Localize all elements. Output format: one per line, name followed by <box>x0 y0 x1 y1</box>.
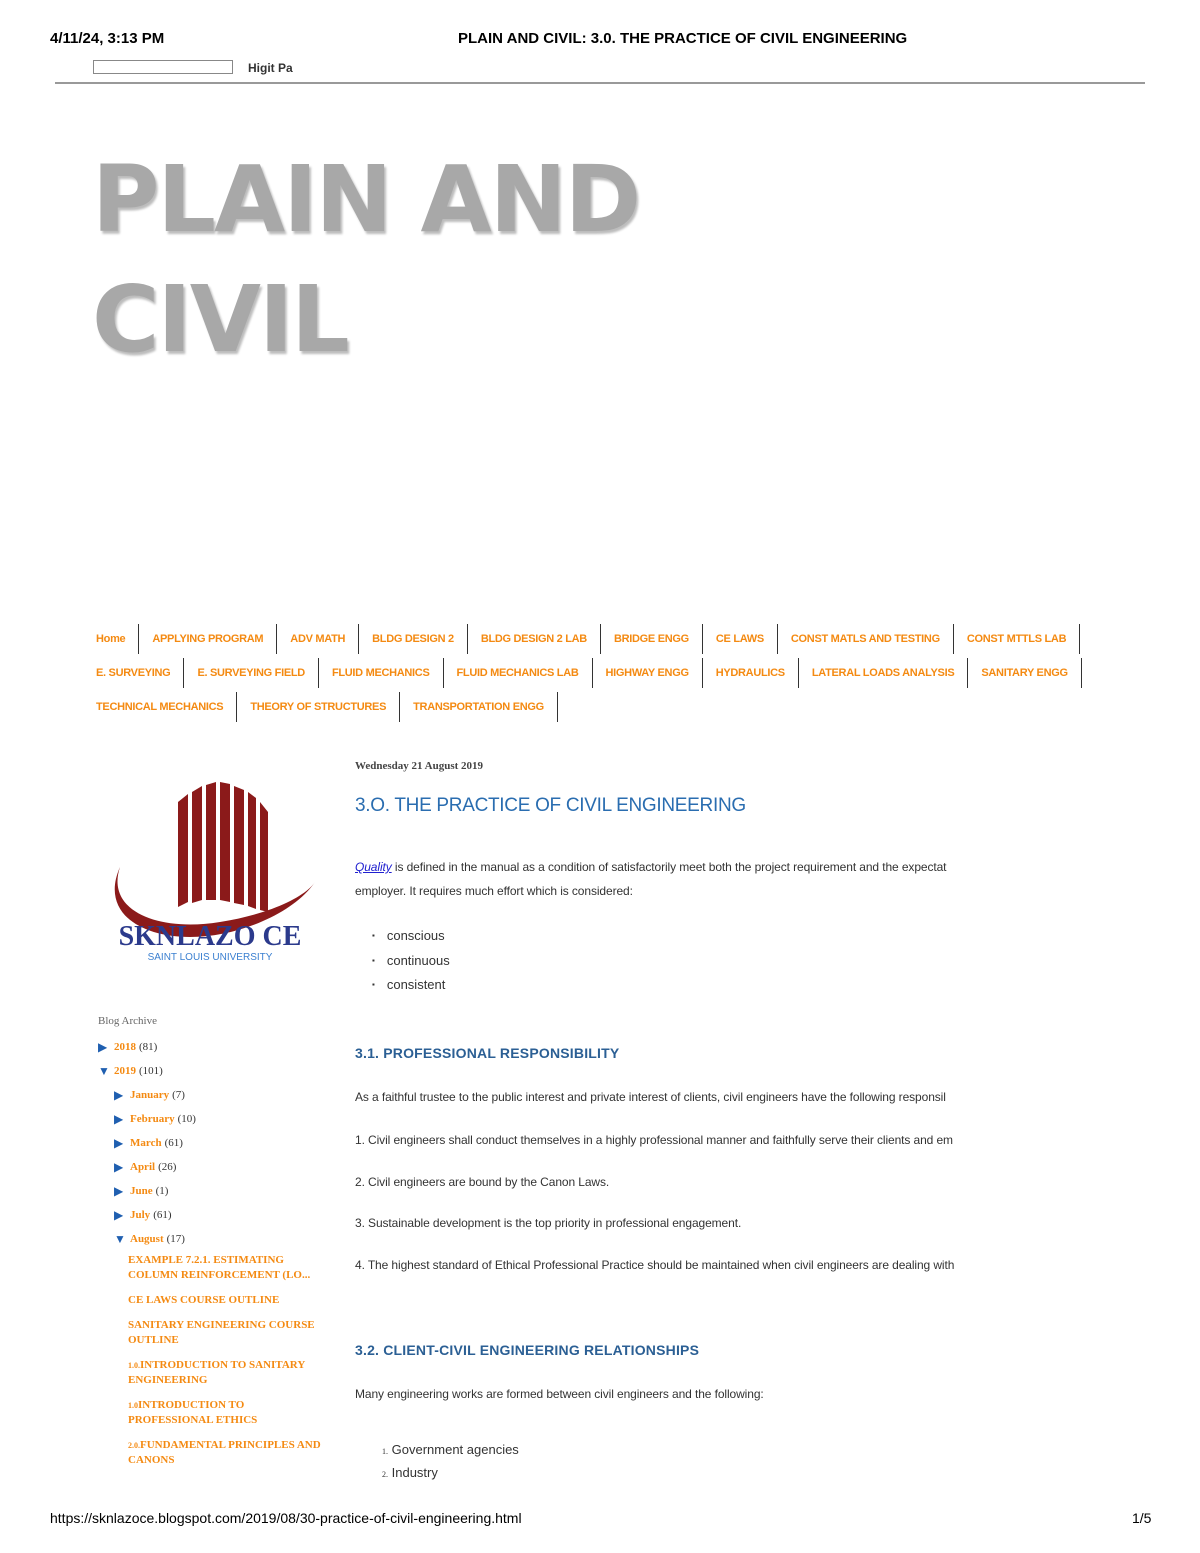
archive-post-link[interactable]: 2.0.FUNDAMENTAL PRINCIPLES AND CANONS <box>128 1439 321 1466</box>
header-divider <box>55 82 1145 84</box>
list-item: ▪ consistent <box>372 977 450 1002</box>
search-input[interactable] <box>93 60 233 74</box>
nav-item[interactable]: CONST MTTLS LAB <box>954 624 1080 654</box>
archive-year-2019[interactable] <box>98 1059 328 1083</box>
quality-link[interactable]: Quality <box>355 860 392 874</box>
collapse-arrow-icon[interactable]: ▼ <box>98 1063 110 1078</box>
nav-item[interactable]: E. SURVEYING FIELD <box>184 658 318 688</box>
nav-item[interactable]: CONST MATLS AND TESTING <box>778 624 954 654</box>
nav-item[interactable]: ADV MATH <box>277 624 359 654</box>
expand-arrow-icon[interactable]: ▶ <box>114 1207 124 1222</box>
expand-arrow-icon[interactable]: ▶ <box>114 1135 124 1150</box>
section1-lead: As a faithful trustee to the public interest and private interest of clients, civil engineers have the following responsil <box>355 1090 946 1104</box>
nav-item[interactable]: LATERAL LOADS ANALYSIS <box>799 658 969 688</box>
archive-post-link[interactable]: 1.0.INTRODUCTION TO SANITARY ENGINEERING <box>128 1359 305 1386</box>
archive-count: (17) <box>166 1233 185 1245</box>
archive-month[interactable] <box>98 1131 328 1155</box>
expand-arrow-icon[interactable]: ▶ <box>114 1159 124 1174</box>
archive-month-link[interactable]: April <box>130 1161 156 1173</box>
expand-arrow-icon[interactable]: ▶ <box>114 1087 124 1102</box>
logo-subtitle: SAINT LOUIS UNIVERSITY <box>147 952 273 963</box>
archive-month-august[interactable] <box>98 1227 328 1251</box>
nav-item[interactable]: FLUID MECHANICS LAB <box>444 658 593 688</box>
post-intro-line2: employer. It requires much effort which is considered: <box>355 884 633 898</box>
archive-month-link[interactable]: February <box>130 1113 175 1125</box>
section2-lead: Many engineering works are formed between civil engineers and the following: <box>355 1387 764 1401</box>
archive-month[interactable] <box>98 1179 328 1203</box>
archive-count: (81) <box>139 1041 158 1053</box>
section1-item-2: 2. Civil engineers are bound by the Canon Laws. <box>355 1175 610 1189</box>
list-item: 2. Industry <box>382 1465 438 1480</box>
list-item: ▪ conscious <box>372 928 450 953</box>
archive-count: (10) <box>177 1113 196 1125</box>
expand-arrow-icon[interactable]: ▶ <box>114 1111 124 1126</box>
archive-count: (26) <box>158 1161 177 1173</box>
archive-months <box>98 1083 328 1227</box>
archive-post-link[interactable]: EXAMPLE 7.2.1. ESTIMATING COLUMN REINFORCEMENT (LO... <box>128 1254 311 1281</box>
archive-year-2018[interactable] <box>98 1035 328 1059</box>
print-date: 4/11/24, 3:13 PM <box>50 30 165 47</box>
nav-item[interactable]: Home <box>92 624 139 654</box>
nav-item[interactable]: BLDG DESIGN 2 <box>359 624 468 654</box>
post-intro-rest: is defined in the manual as a condition of satisfactorily meet both the project requirement and the expectat <box>391 860 947 874</box>
blog-title-line1: PLAIN AND <box>92 146 640 253</box>
section1-item-1: 1. Civil engineers shall conduct themselves in a highly professional manner and faithfully serve their clients and em <box>355 1133 953 1147</box>
nav-item[interactable]: FLUID MECHANICS <box>319 658 444 688</box>
archive-post-link[interactable]: CE LAWS COURSE OUTLINE <box>128 1294 280 1306</box>
nav-row-1 <box>92 622 1152 656</box>
blog-title[interactable] <box>92 140 792 380</box>
archive-posts <box>98 1253 328 1468</box>
archive-count: (61) <box>153 1209 172 1221</box>
top-nav <box>92 622 1152 724</box>
post-date: Wednesday 21 August 2019 <box>355 760 484 772</box>
nav-item[interactable]: E. SURVEYING <box>92 658 184 688</box>
blog-title-line2: CIVIL <box>92 266 348 373</box>
archive-post-link[interactable]: 1.0INTRODUCTION TO PROFESSIONAL ETHICS <box>128 1399 258 1426</box>
archive-count: (7) <box>172 1089 185 1101</box>
archive-month[interactable] <box>98 1203 328 1227</box>
section1-item-4: 4. The highest standard of Ethical Professional Practice should be maintained when civil engineers are dealing with <box>355 1258 955 1272</box>
archive-year-link[interactable]: 2018 <box>114 1041 136 1053</box>
archive-count: (61) <box>164 1137 183 1149</box>
nav-row-3 <box>92 690 1152 724</box>
logo-name: SKNLAZO CE <box>118 921 302 952</box>
nav-item[interactable]: BLDG DESIGN 2 LAB <box>468 624 601 654</box>
archive-month-link[interactable]: January <box>130 1089 170 1101</box>
nav-item[interactable]: HYDRAULICS <box>703 658 799 688</box>
archive-month[interactable] <box>98 1107 328 1131</box>
archive-year-link[interactable]: 2019 <box>114 1065 136 1077</box>
archive-month-link[interactable]: July <box>130 1209 151 1221</box>
archive-month-link[interactable]: June <box>130 1185 153 1197</box>
section2-list <box>382 1442 519 1488</box>
blog-archive <box>98 1035 328 1478</box>
nav-item[interactable]: BRIDGE ENGG <box>601 624 703 654</box>
section-heading-2: 3.2. CLIENT-CIVIL ENGINEERING RELATIONSHIPS <box>355 1342 700 1358</box>
nav-item[interactable]: THEORY OF STRUCTURES <box>237 692 400 722</box>
expand-arrow-icon[interactable]: ▶ <box>98 1039 108 1054</box>
nav-item[interactable]: TECHNICAL MECHANICS <box>92 692 237 722</box>
list-item: 1. Government agencies <box>382 1442 519 1457</box>
nav-row-2 <box>92 656 1152 690</box>
list-item: ▪ continuous <box>372 953 450 978</box>
nav-item[interactable]: TRANSPORTATION ENGG <box>400 692 558 722</box>
archive-count: (101) <box>139 1065 163 1077</box>
quality-bullets <box>372 928 450 1002</box>
post-title: 3.O. THE PRACTICE OF CIVIL ENGINEERING <box>355 795 746 816</box>
archive-month[interactable] <box>98 1083 328 1107</box>
archive-month-link[interactable]: March <box>130 1137 162 1149</box>
section1-item-3: 3. Sustainable development is the top priority in professional engagement. <box>355 1216 742 1230</box>
collapse-arrow-icon[interactable]: ▼ <box>114 1231 126 1246</box>
building-logo-icon <box>100 772 320 967</box>
nav-item[interactable]: HIGHWAY ENGG <box>593 658 703 688</box>
archive-month-link[interactable]: August <box>130 1233 164 1245</box>
nav-item[interactable]: CE LAWS <box>703 624 778 654</box>
archive-title: Blog Archive <box>98 1015 157 1027</box>
print-footer-url: https://sknlazoce.blogspot.com/2019/08/30-practice-of-civil-engineering.html <box>50 1510 522 1526</box>
post-intro <box>355 860 1145 874</box>
sknlazo-logo[interactable] <box>100 772 320 967</box>
section-heading-1: 3.1. PROFESSIONAL RESPONSIBILITY <box>355 1045 620 1061</box>
nav-item[interactable]: SANITARY ENGG <box>968 658 1081 688</box>
archive-count: (1) <box>155 1185 169 1197</box>
expand-arrow-icon[interactable]: ▶ <box>114 1183 124 1198</box>
archive-month[interactable] <box>98 1155 328 1179</box>
print-page-number: 1/5 <box>1132 1510 1152 1526</box>
nav-item[interactable]: APPLYING PROGRAM <box>139 624 277 654</box>
print-title: PLAIN AND CIVIL: 3.0. THE PRACTICE OF CIVIL ENGINEERING <box>458 30 908 47</box>
search-button[interactable]: Higit Pa <box>248 61 293 75</box>
archive-post-link[interactable]: SANITARY ENGINEERING COURSE OUTLINE <box>128 1319 315 1346</box>
